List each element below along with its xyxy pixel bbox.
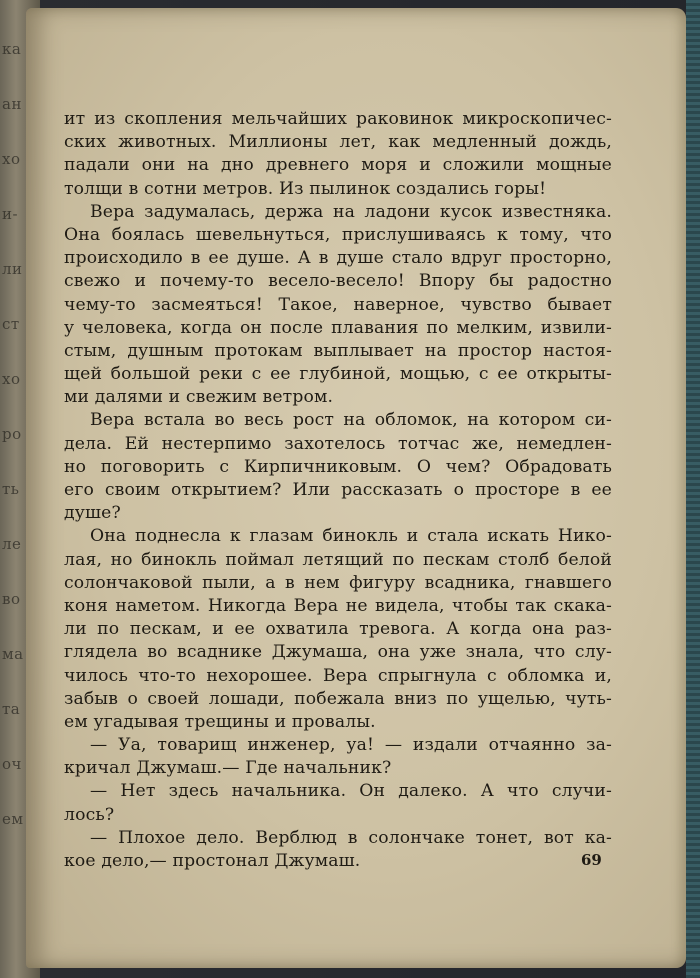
text-line: лось? (64, 804, 115, 825)
text-line: ем угадывая трещины и провалы. (64, 711, 376, 732)
text-line: душе? (64, 503, 121, 524)
text-line: его своим открытием? Или рассказать о просторе в ее (64, 480, 612, 500)
text-line: дела. Ей нестерпимо захотелось тотчас же, немедлен- (64, 433, 612, 454)
text-line: солончаковой пыли, а в нем фигуру всадника, гнавшего (64, 572, 612, 593)
previous-page-fragment: ле (2, 535, 22, 553)
text-line: стым, душным протокам выплывает на простор настоя- (64, 340, 612, 361)
book-page (26, 8, 686, 968)
text-line: — Нет здесь начальника. Он далеко. А что случи- (90, 781, 612, 802)
previous-page-fragment: ли (2, 260, 23, 278)
previous-page-fragment: ан (2, 95, 22, 113)
text-line: щей большой реки с ее глубиной, мощью, с ее открыты- (64, 364, 612, 385)
previous-page-fragment: ма (2, 645, 24, 663)
text-line: у человека, когда он после плавания по мелким, извили- (64, 317, 612, 338)
text-line: забыв о своей лошади, побежала вниз по ущелью, чуть- (64, 688, 612, 709)
text-line: свежо и почему-то весело-весело! Впору бы радостно (64, 271, 612, 292)
text-line: кое дело,— простонал Джумаш. (64, 851, 361, 871)
page-number: 69 (581, 851, 602, 869)
text-line: происходило в ее душе. А в душе стало вдруг просторно, (64, 248, 612, 269)
previous-page-fragment: та (2, 700, 21, 718)
text-line: Она боялась шевельнуться, прислушиваясь к тому, что (64, 224, 612, 245)
previous-page-fragment: оч (2, 755, 22, 773)
previous-page-fragment: хо (2, 370, 21, 388)
previous-page-fragment: во (2, 590, 21, 608)
text-line: лая, но бинокль поймал летящий по пескам столб белой (64, 549, 612, 570)
text-line: Она поднесла к глазам бинокль и стала искать Нико- (90, 526, 612, 547)
text-line: Вера встала во весь рост на обломок, на котором си- (90, 410, 612, 431)
background-edge (686, 0, 700, 978)
text-line: ит из скопления мельчайших раковинок микроскопичес- (64, 109, 612, 129)
previous-page-fragment: хо (2, 150, 21, 168)
text-line: — Уа, товарищ инженер, уа! — издали отчаянно за- (90, 735, 612, 756)
previous-page-fragment: ка (2, 40, 22, 58)
previous-page-fragment: и- (2, 205, 19, 223)
previous-page-fragment: ст (2, 315, 20, 333)
text-line: Вера задумалась, держа на ладони кусок известняка. (90, 201, 612, 222)
text-line: коня наметом. Никогда Вера не видела, чтобы так скака- (64, 595, 612, 616)
text-line: кричал Джумаш.— Где начальник? (64, 758, 392, 779)
text-line: чему-то засмеяться! Такое, наверное, чувство бывает (64, 294, 612, 315)
previous-page-fragment: ть (2, 480, 20, 498)
previous-page-fragment: ро (2, 425, 22, 443)
text-line: ли по пескам, и ее охватила тревога. А когда она раз- (64, 619, 612, 640)
text-line: ских животных. Миллионы лет, как медленный дождь, (64, 132, 612, 153)
previous-page-fragment: ем (2, 810, 24, 828)
text-line: глядела во всаднике Джумаша, она уже знала, что слу- (64, 642, 612, 663)
text-line: падали они на дно древнего моря и сложили мощные (64, 155, 612, 176)
text-line: — Плохое дело. Верблюд в солончаке тонет, вот ка- (90, 827, 612, 848)
body-text (64, 108, 612, 873)
text-line: ми далями и свежим ветром. (64, 387, 334, 408)
text-line: толщи в сотни метров. Из пылинок создались горы! (64, 178, 547, 199)
text-line: но поговорить с Кирпичниковым. О чем? Обрадовать (64, 456, 612, 477)
text-line: чилось что-то нехорошее. Вера спрыгнула с обломка и, (64, 665, 612, 686)
